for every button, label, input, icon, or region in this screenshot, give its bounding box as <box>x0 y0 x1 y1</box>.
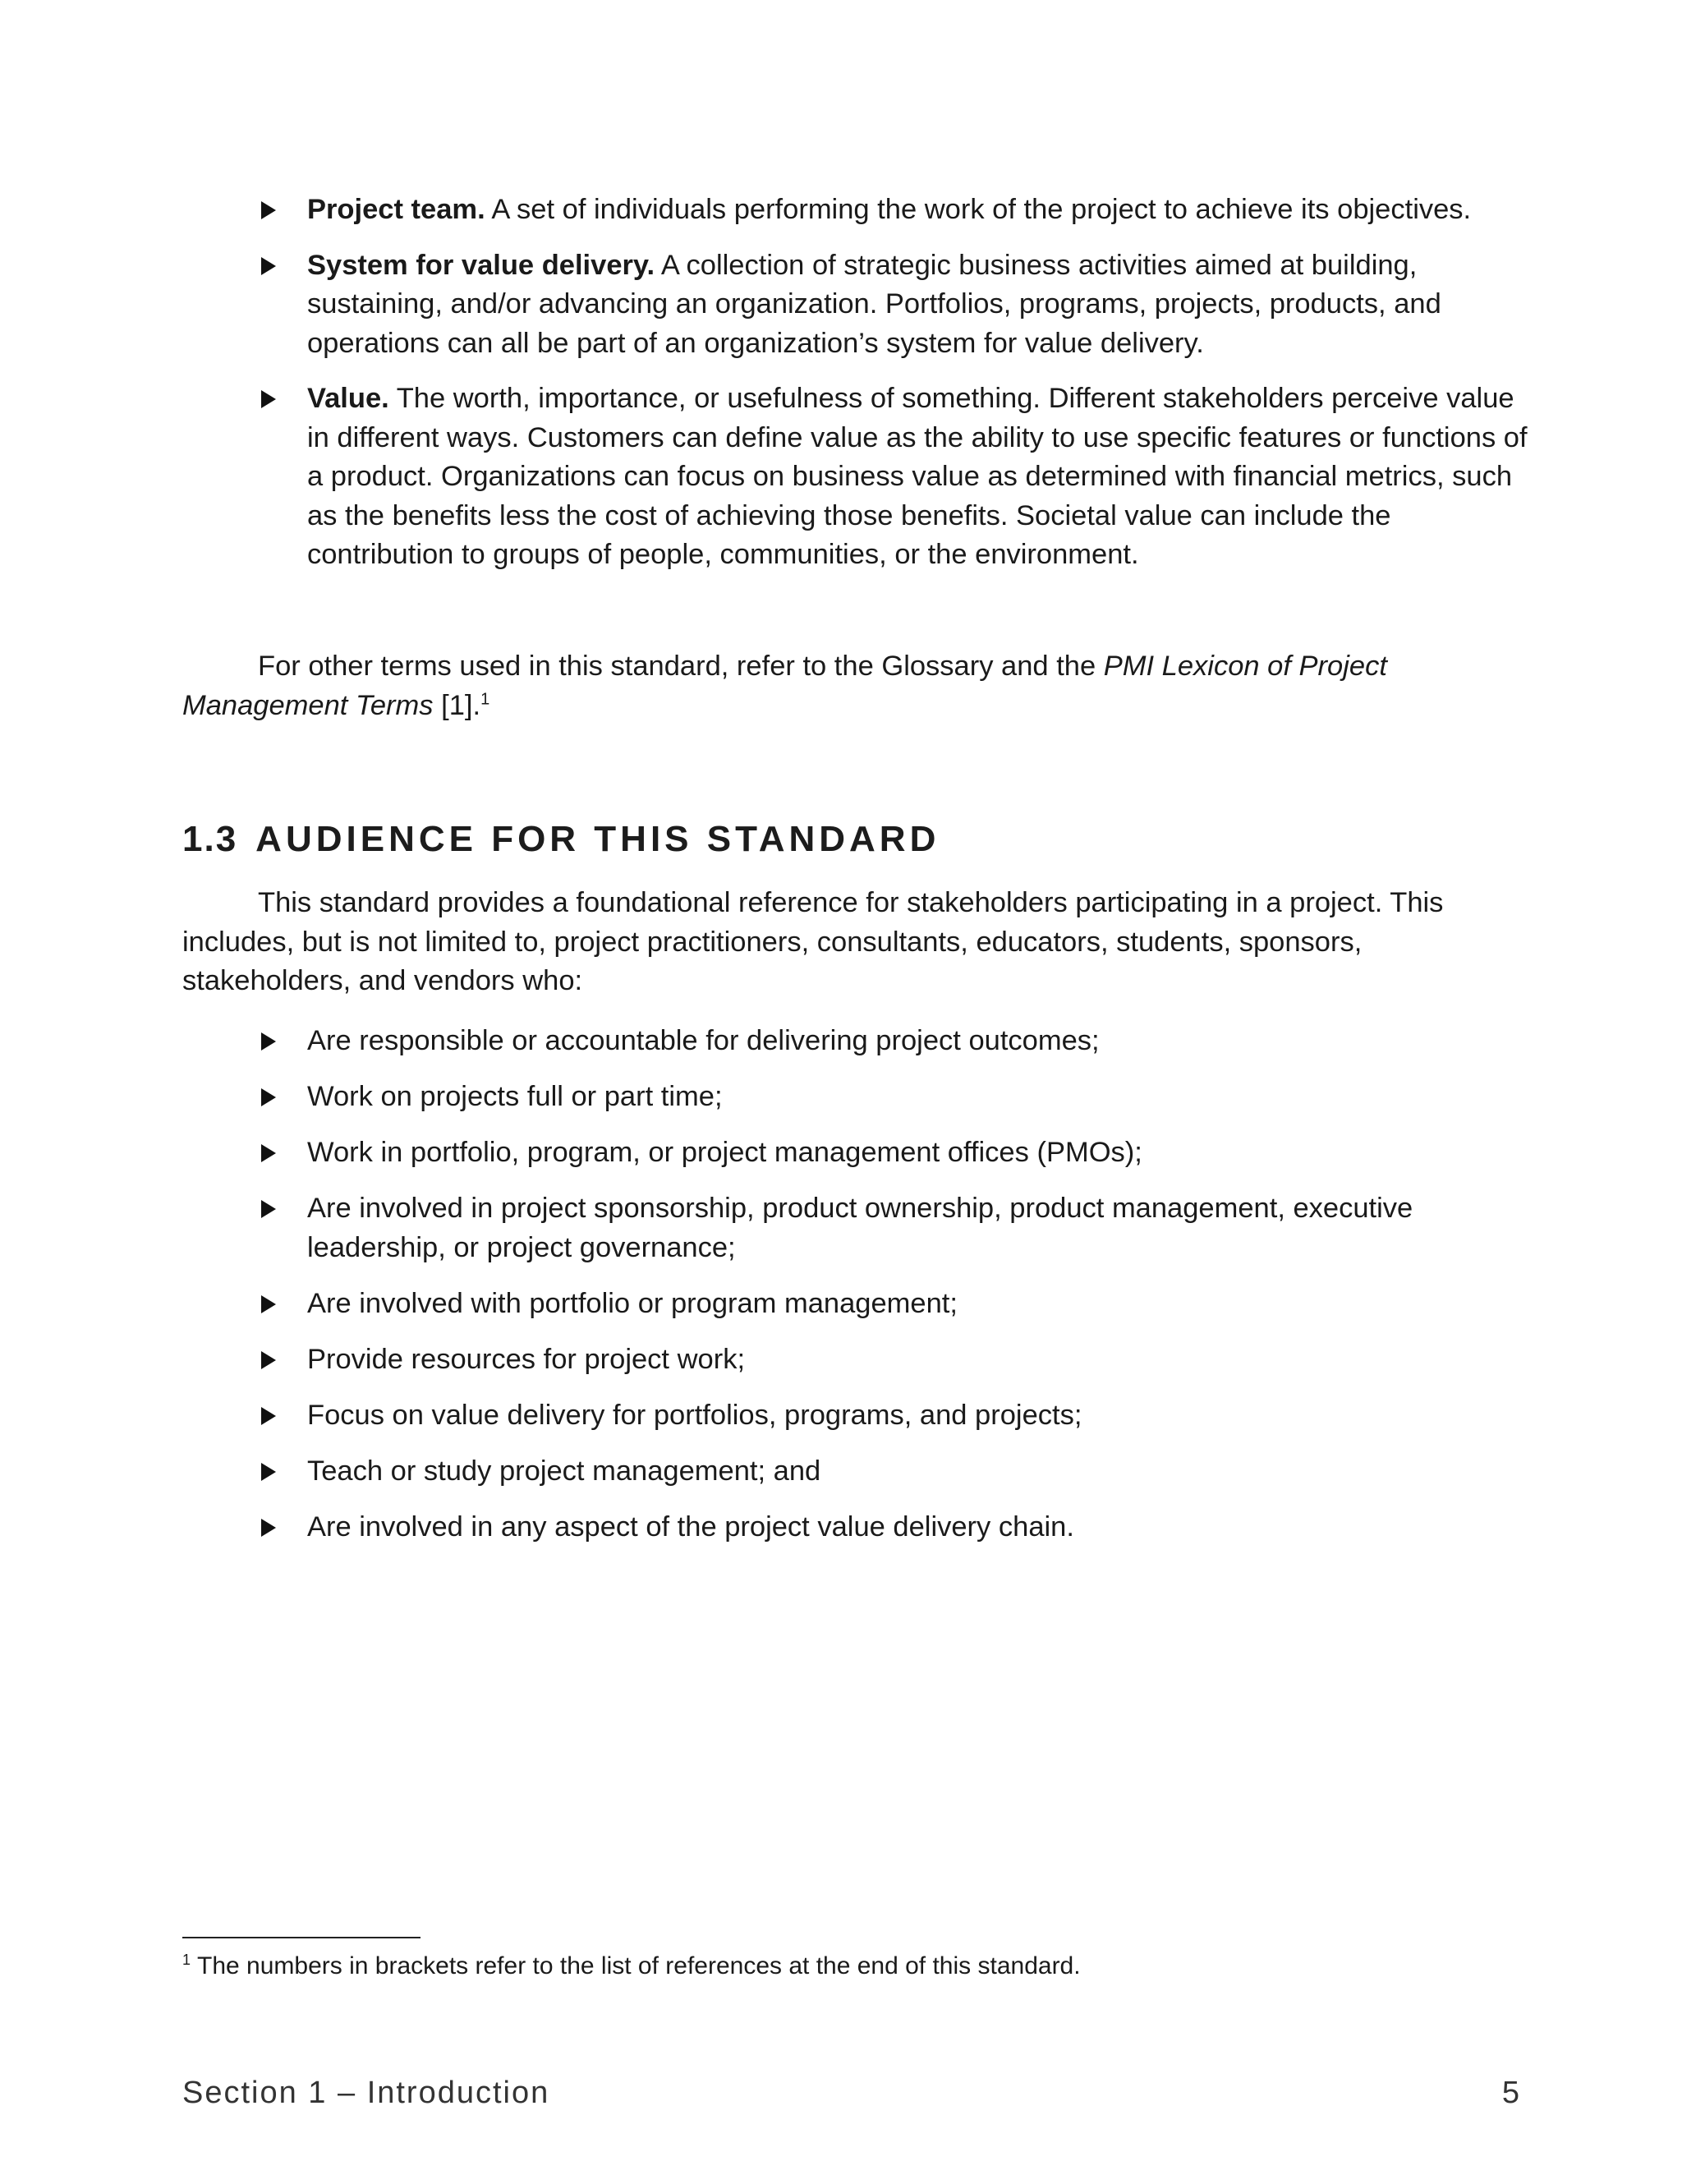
list-item <box>246 1285 1528 1324</box>
list-item <box>246 1396 1528 1436</box>
triangle-bullet-icon <box>261 257 276 275</box>
triangle-bullet-icon <box>261 201 276 219</box>
page-number: 5 <box>1501 2076 1519 2110</box>
list-item-text: Focus on value delivery for portfolios, programs, and projects; <box>307 1399 1082 1431</box>
list-item-text: Teach or study project management; and <box>307 1455 821 1487</box>
triangle-bullet-icon <box>261 1351 276 1369</box>
list-item <box>246 1189 1528 1267</box>
section-heading <box>182 815 940 864</box>
triangle-bullet-icon <box>261 1088 276 1106</box>
list-item <box>246 1508 1528 1547</box>
list-item-text: Are involved in project sponsorship, product ownership, product management, executive leadership, or project governance; <box>307 1193 1413 1263</box>
footnote <box>182 1950 1081 1983</box>
list-item-text: Work on projects full or part time; <box>307 1081 723 1112</box>
footnote-divider <box>182 1937 420 1938</box>
list-item <box>246 1452 1528 1492</box>
other-terms-text: For other terms used in this standard, refer to the Glossary and the <box>258 651 1104 682</box>
triangle-bullet-icon <box>261 1144 276 1162</box>
audience-list <box>246 1022 1528 1564</box>
triangle-bullet-icon <box>261 1407 276 1425</box>
reference-citation: [1]. <box>433 689 481 721</box>
footnote-text: The numbers in brackets refer to the list of references at the end of this standard. <box>197 1952 1081 1979</box>
triangle-bullet-icon <box>261 1200 276 1218</box>
definition-item <box>246 379 1528 575</box>
definition-text: A set of individuals performing the work of the project to achieve its objectives. <box>485 194 1472 225</box>
lexicon-title: PMI Lexicon of Project Management Terms <box>182 651 1387 721</box>
list-item-text: Are responsible or accountable for delivering project outcomes; <box>307 1025 1100 1056</box>
definition-text: The worth, importance, or usefulness of something. Different stakeholders perceive value in different ways. Customers can define value as the ability to use specific features or functions of a product. Organizations can focus on business value as determined with financial metrics, such as the benefits less the cost of achieving those benefits. Societal value can include the contribution to groups of people, communities, or the environment. <box>307 383 1528 570</box>
list-item-text: Are involved with portfolio or program management; <box>307 1287 958 1319</box>
footer-section-label: Section 1 – Introduction <box>182 2076 550 2110</box>
audience-intro-text: This standard provides a foundational reference for stakeholders participating in a project. This includes, but is not limited to, project practitioners, consultants, educators, students, sponsors, stakeholders, and vendors who: <box>182 887 1444 996</box>
list-item <box>246 1078 1528 1117</box>
definition-term: Project team. <box>307 194 485 225</box>
triangle-bullet-icon <box>261 1295 276 1313</box>
audience-intro-paragraph <box>182 884 1529 1001</box>
definition-term: System for value delivery. <box>307 249 655 281</box>
footnote-mark: 1 <box>182 1952 191 1968</box>
definition-item <box>246 246 1528 364</box>
triangle-bullet-icon <box>261 390 276 408</box>
other-terms-paragraph <box>182 647 1529 725</box>
definition-term: Value. <box>307 383 389 414</box>
triangle-bullet-icon <box>261 1032 276 1051</box>
footnote-reference[interactable]: 1 <box>480 690 490 708</box>
triangle-bullet-icon <box>261 1519 276 1537</box>
list-item <box>246 1022 1528 1061</box>
list-item <box>246 1340 1528 1380</box>
section-number: 1.3 <box>182 819 238 859</box>
list-item-text: Work in portfolio, program, or project management offices (PMOs); <box>307 1137 1142 1168</box>
definition-item <box>246 191 1528 230</box>
triangle-bullet-icon <box>261 1463 276 1481</box>
list-item-text: Provide resources for project work; <box>307 1343 746 1375</box>
list-item-text: Are involved in any aspect of the project value delivery chain. <box>307 1510 1074 1543</box>
definition-text: A collection of strategic business activities aimed at building, sustaining, and/or advancing an organization. Portfolios, programs, projects, products, and operations can all be part of an organization’s system for value delivery. <box>307 249 1441 359</box>
definitions-list <box>246 191 1528 591</box>
list-item <box>246 1133 1528 1173</box>
section-title: AUDIENCE FOR THIS STANDARD <box>255 819 940 859</box>
